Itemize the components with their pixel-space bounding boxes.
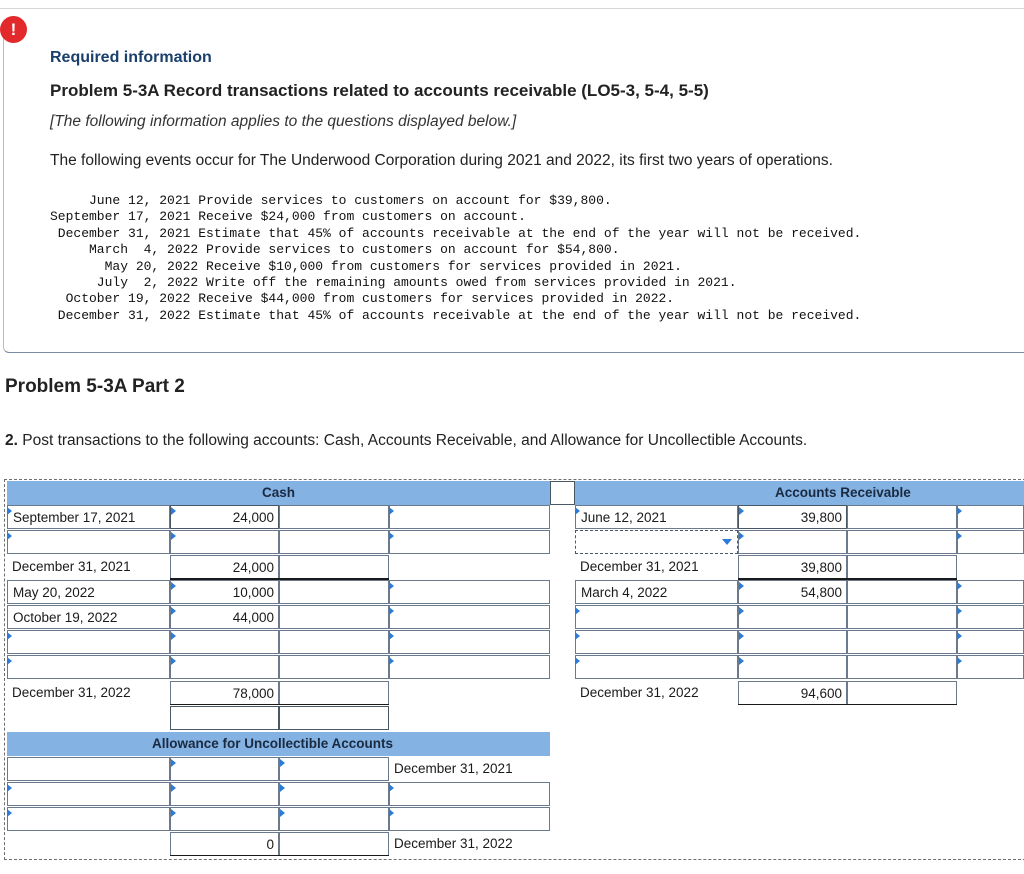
ar-debit-amount-2[interactable] <box>738 530 847 554</box>
cash-credit-date-5[interactable] <box>389 605 550 629</box>
cash-extra-debit[interactable] <box>170 706 279 730</box>
ar-credit-amount-3[interactable] <box>847 555 957 579</box>
allowance-row-marker <box>171 809 176 817</box>
cash-row-marker <box>389 507 394 515</box>
ar-row-marker <box>739 507 744 515</box>
cash-debit-date-7[interactable] <box>7 655 170 679</box>
cash-row-marker <box>7 632 12 640</box>
cash-debit-date-6[interactable] <box>7 630 170 654</box>
cash-debit-date-4[interactable]: May 20, 2022 <box>7 580 170 604</box>
ar-credit-amount-2[interactable] <box>847 530 957 554</box>
allowance-row-marker <box>389 784 394 792</box>
ar-credit-amount-7[interactable] <box>847 655 957 679</box>
ar-credit-balance-2022[interactable] <box>847 681 957 705</box>
ar-credit-amount-1[interactable] <box>847 505 957 529</box>
allowance-balance-debit-2022[interactable]: 0 <box>170 832 279 856</box>
cash-credit-amount-6[interactable] <box>279 630 389 654</box>
required-info-heading: Required information <box>50 49 212 66</box>
allowance-row-marker <box>389 809 394 817</box>
allowance-balance-rule <box>170 855 389 856</box>
ar-credit-amount-5[interactable] <box>847 605 957 629</box>
cash-credit-date-7[interactable] <box>389 655 550 679</box>
allowance-account-title <box>7 732 550 756</box>
allowance-balance-date-2022: December 31, 2022 <box>394 836 513 851</box>
ar-title-spacer <box>550 481 575 505</box>
cash-debit-amount-1[interactable]: 24,000 <box>170 505 279 529</box>
cash-credit-amount-3[interactable] <box>279 555 389 579</box>
ar-row-marker <box>957 657 962 665</box>
cash-extra-credit[interactable] <box>279 706 389 730</box>
chevron-down-icon[interactable] <box>722 539 732 545</box>
ar-row-marker <box>739 532 744 540</box>
allowance-credit-amount-3[interactable] <box>279 807 389 831</box>
ar-balance-rule-2022 <box>738 704 957 705</box>
ar-credit-date-1[interactable] <box>957 505 1024 529</box>
cash-debit-date-5[interactable]: October 19, 2022 <box>7 605 170 629</box>
ar-balance-amount-2021[interactable]: 39,800 <box>738 555 847 579</box>
cash-balance-date-2021: December 31, 2021 <box>12 559 131 574</box>
cash-row-marker <box>7 507 12 515</box>
ar-debit-amount-5[interactable] <box>738 605 847 629</box>
cash-row-marker <box>171 532 176 540</box>
ar-row-marker <box>957 607 962 615</box>
allowance-account-title-text: Allowance for Uncollectible Accounts <box>152 736 394 751</box>
allowance-debit-amount-3[interactable] <box>170 807 279 831</box>
event-line: March 4, 2022 Provide services to customers on account for $54,800. <box>50 242 620 258</box>
event-line: June 12, 2021 Provide services to customers on account for $39,800. <box>50 193 612 208</box>
ar-balance-amount-2022[interactable]: 94,600 <box>738 681 847 705</box>
instruction-text <box>5 432 807 450</box>
ar-balance-date-2021: December 31, 2021 <box>580 559 699 574</box>
ar-credit-date-4[interactable] <box>957 580 1024 604</box>
cash-debit-date-1[interactable]: September 17, 2021 <box>7 505 170 529</box>
ar-debit-amount-7[interactable] <box>738 655 847 679</box>
ar-credit-amount-6[interactable] <box>847 630 957 654</box>
ar-credit-date-2[interactable] <box>957 530 1024 554</box>
intro-text: The following events occur for The Underwood Corporation during 2021 and 2022, its first two years of operations. <box>50 152 833 169</box>
event-line: September 17, 2021 Receive $24,000 from customers on account. <box>50 209 526 225</box>
ar-debit-date-dropdown[interactable] <box>575 530 738 554</box>
allowance-credit-amount-1[interactable] <box>279 757 389 781</box>
cash-debit-amount-2[interactable] <box>170 530 279 554</box>
cash-debit-amount-6[interactable] <box>170 630 279 654</box>
allowance-debit-amount-1[interactable] <box>170 757 279 781</box>
ar-credit-date-7[interactable] <box>957 655 1024 679</box>
allowance-row-marker <box>7 784 12 792</box>
cash-balance-date-2022: December 31, 2022 <box>12 685 131 700</box>
ar-debit-date-4[interactable]: March 4, 2022 <box>575 580 738 604</box>
ar-row-marker <box>739 657 744 665</box>
ar-row-marker <box>957 532 962 540</box>
cash-credit-amount-7[interactable] <box>279 655 389 679</box>
ar-debit-date-7[interactable] <box>575 655 738 679</box>
cash-row-marker <box>171 507 176 515</box>
allowance-row-marker <box>171 784 176 792</box>
cash-row-marker <box>171 632 176 640</box>
ar-credit-date-6[interactable] <box>957 630 1024 654</box>
ar-account-title-text: Accounts Receivable <box>775 485 911 500</box>
cash-credit-amount-4[interactable] <box>279 580 389 604</box>
event-line: July 2, 2022 Write off the remaining amounts owed from services provided in 2021. <box>50 274 737 290</box>
cash-row-marker <box>389 582 394 590</box>
cash-row-marker <box>389 632 394 640</box>
cash-row-marker <box>389 657 394 665</box>
allowance-credit-date-2[interactable] <box>389 782 550 806</box>
cash-row-marker <box>389 607 394 615</box>
cash-balance-rule-2021 <box>170 578 389 580</box>
ar-row-marker <box>957 632 962 640</box>
cash-row-marker <box>171 657 176 665</box>
instruction-body: Post transactions to the following accounts: Cash, Accounts Receivable, and Allowance for Uncollectible Accounts. <box>17 432 808 449</box>
ar-row-marker <box>575 632 580 640</box>
cash-debit-date-2[interactable] <box>7 530 170 554</box>
part-title: Problem 5-3A Part 2 <box>5 376 185 397</box>
cash-credit-amount-1[interactable] <box>279 505 389 529</box>
cash-debit-amount-5[interactable]: 44,000 <box>170 605 279 629</box>
ar-balance-date-2022: December 31, 2022 <box>580 685 699 700</box>
allowance-credit-date-3[interactable] <box>389 807 550 831</box>
ar-credit-amount-4[interactable] <box>847 580 957 604</box>
events-list <box>50 193 861 324</box>
cash-debit-amount-7[interactable] <box>170 655 279 679</box>
ar-credit-date-5[interactable] <box>957 605 1024 629</box>
cash-account-title: Cash <box>7 481 550 505</box>
event-line: December 31, 2021 Estimate that 45% of accounts receivable at the end of the year will not be received. <box>50 225 862 241</box>
cash-row-marker <box>7 532 12 540</box>
event-line: October 19, 2022 Receive $44,000 from customers for services provided in 2022. <box>50 291 675 307</box>
allowance-balance-date-2021: December 31, 2021 <box>394 761 513 776</box>
top-divider <box>0 8 1024 9</box>
ar-debit-amount-4[interactable]: 54,800 <box>738 580 847 604</box>
allowance-row-marker <box>280 809 285 817</box>
allowance-row-marker <box>7 809 12 817</box>
cash-credit-date-6[interactable] <box>389 630 550 654</box>
ar-row-marker <box>739 582 744 590</box>
cash-credit-date-4[interactable] <box>389 580 550 604</box>
cash-row-marker <box>171 582 176 590</box>
allowance-row-marker <box>280 784 285 792</box>
cash-row-marker <box>7 657 12 665</box>
cash-row-marker <box>171 607 176 615</box>
ar-debit-amount-6[interactable] <box>738 630 847 654</box>
allowance-debit-date-2[interactable] <box>7 782 170 806</box>
ar-debit-date-1[interactable]: June 12, 2021 <box>575 505 738 529</box>
cash-balance-amount-2022[interactable]: 78,000 <box>170 681 279 705</box>
cash-credit-amount-2[interactable] <box>279 530 389 554</box>
ar-row-marker <box>739 607 744 615</box>
ar-debit-date-5[interactable] <box>575 605 738 629</box>
cash-balance-amount-2021[interactable]: 24,000 <box>170 555 279 579</box>
ar-row-marker <box>575 657 580 665</box>
info-note: [The following information applies to the questions displayed below.] <box>50 113 517 130</box>
cash-credit-date-2[interactable] <box>389 530 550 554</box>
alert-icon: ! <box>0 16 27 43</box>
ar-row-marker <box>957 582 962 590</box>
problem-title: Problem 5-3A Record transactions related to accounts receivable (LO5-3, 5-4, 5-5) <box>50 81 709 100</box>
ar-debit-date-6[interactable] <box>575 630 738 654</box>
cash-balance-rule-2022 <box>170 704 389 705</box>
cash-credit-balance-2022[interactable] <box>279 681 389 705</box>
cash-row-marker <box>389 532 394 540</box>
event-line: December 31, 2022 Estimate that 45% of accounts receivable at the end of the year will not be received. <box>50 307 862 323</box>
allowance-debit-date-3[interactable] <box>7 807 170 831</box>
ar-row-marker <box>575 607 580 615</box>
event-line: May 20, 2022 Receive $10,000 from customers for services provided in 2021. <box>50 258 682 274</box>
cash-debit-amount-4[interactable]: 10,000 <box>170 580 279 604</box>
allowance-debit-amount-2[interactable] <box>170 782 279 806</box>
ar-row-marker <box>957 507 962 515</box>
allowance-row-marker <box>171 759 176 767</box>
allowance-credit-amount-2[interactable] <box>279 782 389 806</box>
ar-row-marker <box>739 632 744 640</box>
ar-balance-rule-2021 <box>738 578 957 580</box>
ar-row-marker <box>575 507 580 515</box>
allowance-row-marker <box>280 759 285 767</box>
allowance-debit-date-1[interactable] <box>7 757 170 781</box>
allowance-balance-credit-2022[interactable] <box>279 832 389 856</box>
ar-debit-amount-1[interactable]: 39,800 <box>738 505 847 529</box>
instruction-number: 2. <box>5 432 18 449</box>
cash-credit-date-1[interactable] <box>389 505 550 529</box>
cash-credit-amount-5[interactable] <box>279 605 389 629</box>
ar-account-title <box>575 481 1024 505</box>
